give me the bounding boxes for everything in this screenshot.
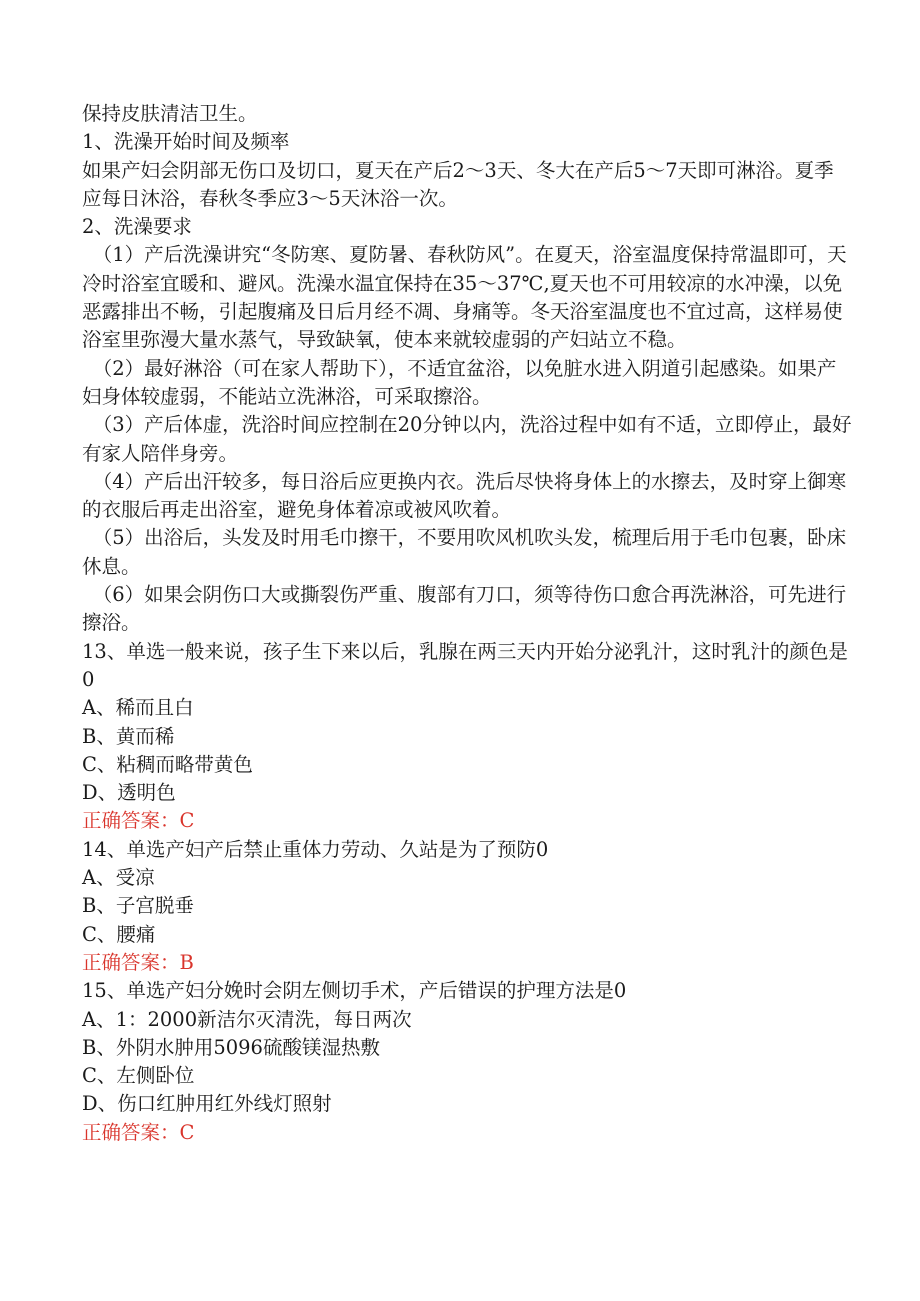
- intro-line: 保持皮肤清洁卫生。: [82, 102, 258, 125]
- document-body: [82, 100, 852, 1147]
- question-option-a: A、1：2000新洁尔灭清洗，每日两次: [82, 1007, 412, 1031]
- requirement-item-2: （2）最好淋浴（可在家人帮助下），不适宜盆浴，以免脏水进入阴道引起感染。如果产妇身体较虚弱，不能站立洗淋浴，可采取擦浴。: [82, 356, 837, 408]
- question-option-d: D、伤口红肿用红外线灯照射: [82, 1092, 332, 1116]
- question-option-c: C、左侧卧位: [82, 1064, 195, 1088]
- correct-answer: 正确答案：B: [82, 950, 194, 974]
- question-stem: 14、单选产妇产后禁止重体力劳动、久站是为了预防0: [82, 837, 549, 861]
- section-body-bathing-time: 如果产妇会阴部无伤口及切口，夏天在产后2～3天、冬大在产后5～7天即可淋浴。夏季应每日沐浴，春秋冬季应3～5天沐浴一次。: [82, 158, 834, 210]
- correct-answer: 正确答案：C: [82, 809, 195, 833]
- requirement-item-5: （5）出浴后，头发及时用毛巾擦干，不要用吹风机吹头发，梳理后用于毛巾包裹，卧床休息。: [82, 526, 847, 578]
- requirement-item-3: （3）产后体虚，洗浴时间应控制在20分钟以内，洗浴过程中如有不适，立即停止，最好有家人陪伴身旁。: [82, 413, 852, 465]
- correct-answer: 正确答案：C: [82, 1120, 195, 1144]
- question-option-c: C、粘稠而略带黄色: [82, 752, 253, 776]
- question-option-c: C、腰痛: [82, 922, 156, 946]
- requirement-item-4: （4）产后出汗较多，每日浴后应更换内衣。洗后尽快将身体上的水擦去，及时穿上御寒的衣服后再走出浴室，避免身体着凉或被风吹着。: [82, 469, 847, 522]
- section-heading-bathing-time: 1、洗澡开始时间及频率: [82, 130, 290, 154]
- requirement-item-1: （1）产后洗澡讲究“冬防寒、夏防暑、春秋防风”。在夏天，浴室温度保持常温即可，天冷时浴室宜暖和、避风。洗澡水温宜保持在35～37℃,夏天也不可用较凉的水冲澡，以免恶露排出不畅，引起腹痛及日后月经不凋、身痛等。冬天浴室温度也不宜过高，这样易使浴室里弥漫大量水蒸气，导致缺氧，使本来就较虚弱的产妇站立不稳。: [82, 243, 847, 352]
- question-option-d: D、透明色: [82, 781, 176, 805]
- section-heading-bathing-requirements: 2、洗澡要求: [82, 215, 192, 239]
- question-option-a: A、受凉: [82, 866, 155, 890]
- question-option-b: B、外阴水肿用5096硫酸镁湿热敷: [82, 1035, 380, 1059]
- question-13: [82, 638, 852, 836]
- question-stem: 15、单选产妇分娩时会阴左侧切手术，产后错误的护理方法是0: [82, 979, 627, 1003]
- question-stem: 13、单选一般来说，孩子生下来以后，乳腺在两三天内开始分泌乳汁，这时乳汁的颜色是0: [82, 639, 848, 691]
- question-14: [82, 836, 852, 977]
- question-option-b: B、子宫脱垂: [82, 894, 194, 918]
- question-option-a: A、稀而且白: [82, 696, 194, 720]
- question-15: [82, 977, 852, 1147]
- requirement-item-6: （6）如果会阴伤口大或撕裂伤严重、腹部有刀口，须等待伤口愈合再洗淋浴，可先进行擦浴。: [82, 583, 847, 635]
- question-option-b: B、黄而稀: [82, 724, 175, 748]
